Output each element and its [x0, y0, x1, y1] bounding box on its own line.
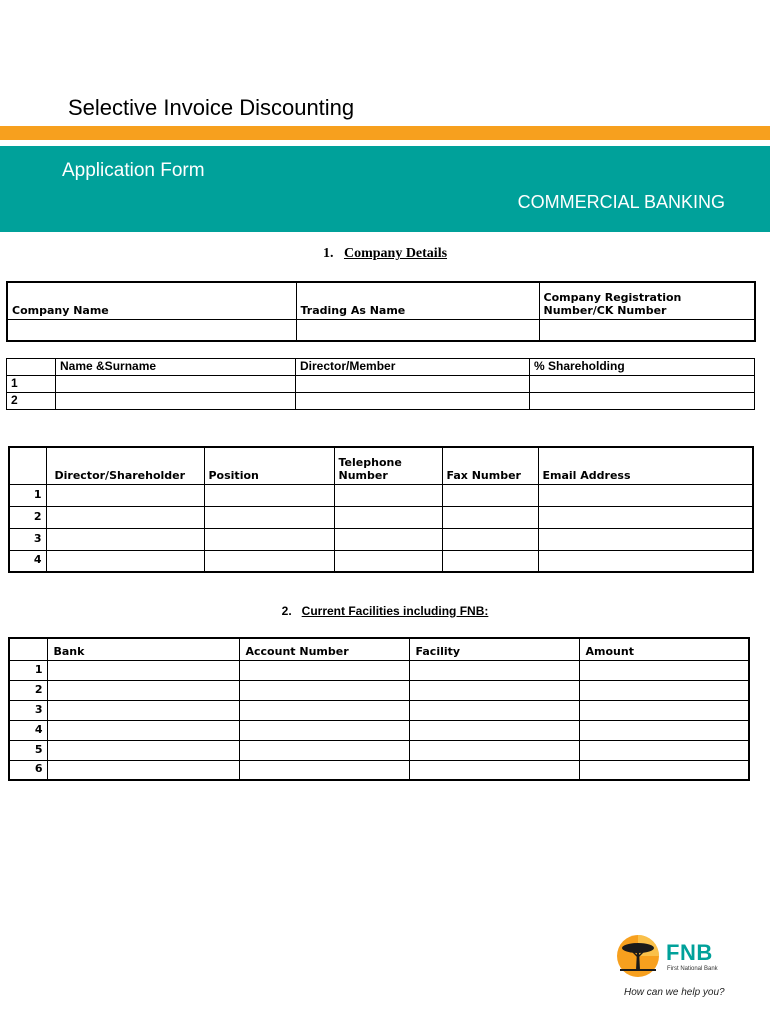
fax-number-field[interactable]	[442, 528, 538, 550]
account-number-header: Account Number	[239, 638, 409, 660]
amount-header: Amount	[579, 638, 749, 660]
director-shareholder-header: Director/Shareholder	[46, 447, 204, 484]
facility-field[interactable]	[409, 660, 579, 680]
row-number: 2	[9, 506, 46, 528]
amount-field[interactable]	[579, 700, 749, 720]
telephone-number-field[interactable]	[334, 528, 442, 550]
section-1-heading	[0, 246, 770, 262]
table-row	[7, 376, 755, 393]
table-row	[9, 506, 753, 528]
amount-field[interactable]	[579, 660, 749, 680]
fnb-logo-subtext: First National Bank	[667, 966, 718, 972]
section-2-heading	[0, 604, 770, 618]
director-shareholder-field[interactable]	[46, 528, 204, 550]
facility-field[interactable]	[409, 720, 579, 740]
directors-table	[6, 358, 755, 410]
bank-field[interactable]	[47, 680, 239, 700]
bank-field[interactable]	[47, 700, 239, 720]
section-2-number: 2.	[281, 604, 292, 618]
bank-field[interactable]	[47, 740, 239, 760]
row-number: 4	[9, 720, 47, 740]
table-row	[7, 393, 755, 410]
email-address-field[interactable]	[538, 484, 753, 506]
facility-header: Facility	[409, 638, 579, 660]
shareholding-field[interactable]	[530, 376, 755, 393]
fax-number-field[interactable]	[442, 550, 538, 572]
section-1-number: 1.	[322, 246, 334, 261]
table-row	[9, 680, 749, 700]
position-field[interactable]	[204, 484, 334, 506]
email-address-header: Email Address	[538, 447, 753, 484]
table-row	[9, 700, 749, 720]
name-surname-header: Name &Surname	[56, 359, 296, 376]
account-number-field[interactable]	[239, 720, 409, 740]
document-title: Selective Invoice Discounting	[68, 95, 355, 120]
account-number-field[interactable]	[239, 760, 409, 780]
director-shareholder-field[interactable]	[46, 506, 204, 528]
bank-header: Bank	[47, 638, 239, 660]
registration-number-header: Company Registration Number/CK Number	[539, 282, 755, 319]
fax-number-header: Fax Number	[442, 447, 538, 484]
row-number-header	[9, 638, 47, 660]
account-number-field[interactable]	[239, 660, 409, 680]
bank-field[interactable]	[47, 720, 239, 740]
row-number: 3	[9, 528, 46, 550]
email-address-field[interactable]	[538, 506, 753, 528]
fax-number-field[interactable]	[442, 506, 538, 528]
trading-as-name-field[interactable]	[296, 319, 539, 341]
bank-field[interactable]	[47, 760, 239, 780]
table-row	[9, 550, 753, 572]
position-field[interactable]	[204, 506, 334, 528]
position-field[interactable]	[204, 550, 334, 572]
row-number: 3	[9, 700, 47, 720]
facility-field[interactable]	[409, 700, 579, 720]
director-shareholder-field[interactable]	[46, 550, 204, 572]
table-row	[9, 660, 749, 680]
bank-field[interactable]	[47, 660, 239, 680]
name-surname-field[interactable]	[56, 376, 296, 393]
telephone-number-header: Telephone Number	[334, 447, 442, 484]
row-number: 2	[7, 393, 56, 410]
table-row	[9, 740, 749, 760]
registration-number-field[interactable]	[539, 319, 755, 341]
acacia-tree-icon	[616, 934, 660, 978]
shareholding-header: % Shareholding	[530, 359, 755, 376]
director-member-header: Director/Member	[296, 359, 530, 376]
table-row	[9, 760, 749, 780]
row-number: 6	[9, 760, 47, 780]
row-number: 4	[9, 550, 46, 572]
row-number: 1	[7, 376, 56, 393]
position-field[interactable]	[204, 528, 334, 550]
account-number-field[interactable]	[239, 740, 409, 760]
telephone-number-field[interactable]	[334, 484, 442, 506]
tagline: How can we help you?	[624, 987, 725, 998]
position-header: Position	[204, 447, 334, 484]
row-number-header	[9, 447, 46, 484]
section-1-title: Company Details	[343, 246, 448, 261]
facility-field[interactable]	[409, 680, 579, 700]
telephone-number-field[interactable]	[334, 550, 442, 572]
row-number-header	[7, 359, 56, 376]
amount-field[interactable]	[579, 680, 749, 700]
director-contacts-table	[8, 446, 754, 573]
table-row	[9, 484, 753, 506]
row-number: 2	[9, 680, 47, 700]
company-details-table	[6, 281, 756, 342]
fnb-logo-text: FNB	[666, 940, 713, 965]
trading-as-name-header: Trading As Name	[296, 282, 539, 319]
division-label: COMMERCIAL BANKING	[517, 192, 725, 212]
email-address-field[interactable]	[538, 528, 753, 550]
amount-field[interactable]	[579, 740, 749, 760]
amount-field[interactable]	[579, 720, 749, 740]
teal-header-band	[0, 146, 770, 232]
row-number: 1	[9, 660, 47, 680]
row-number: 5	[9, 740, 47, 760]
table-row	[9, 528, 753, 550]
director-member-field[interactable]	[296, 393, 530, 410]
application-form-subtitle: Application Form	[62, 160, 205, 181]
company-name-header: Company Name	[7, 282, 296, 319]
director-member-field[interactable]	[296, 376, 530, 393]
company-name-field[interactable]	[7, 319, 296, 341]
email-address-field[interactable]	[538, 550, 753, 572]
current-facilities-table	[8, 637, 750, 781]
shareholding-field[interactable]	[530, 393, 755, 410]
name-surname-field[interactable]	[56, 393, 296, 410]
account-number-field[interactable]	[239, 680, 409, 700]
table-row	[9, 720, 749, 740]
account-number-field[interactable]	[239, 700, 409, 720]
telephone-number-field[interactable]	[334, 506, 442, 528]
section-2-title: Current Facilities including FNB:	[301, 604, 489, 618]
amount-field[interactable]	[579, 760, 749, 780]
orange-accent-bar	[0, 126, 770, 140]
director-shareholder-field[interactable]	[46, 484, 204, 506]
fax-number-field[interactable]	[442, 484, 538, 506]
facility-field[interactable]	[409, 740, 579, 760]
facility-field[interactable]	[409, 760, 579, 780]
row-number: 1	[9, 484, 46, 506]
